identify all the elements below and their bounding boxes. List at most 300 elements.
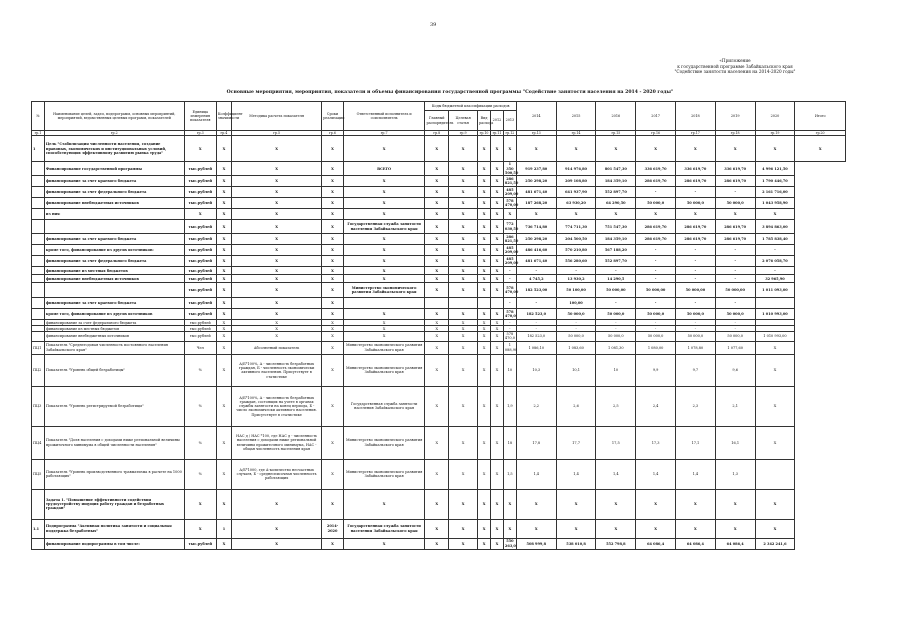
table-cell: X xyxy=(322,309,344,320)
table-cell: 1,4 xyxy=(516,459,556,489)
table-cell: X xyxy=(216,267,231,275)
table-cell: X xyxy=(425,187,449,198)
table-cell: - xyxy=(596,267,636,275)
table-cell: X xyxy=(231,298,321,309)
table-cell: X xyxy=(491,256,504,267)
header-kbk-sub: 2013 xyxy=(503,111,516,131)
table-cell: X xyxy=(449,426,478,459)
table-cell: 481 671,40 xyxy=(516,187,556,198)
table-cell: X xyxy=(478,386,491,426)
table-cell: X xyxy=(478,187,491,198)
table-cell: - xyxy=(715,245,755,256)
table-cell: Государственная служба занятости населения Забайкальского края xyxy=(343,386,425,426)
table-cell: X xyxy=(322,426,344,459)
table-cell: X xyxy=(343,187,425,198)
table-cell: X xyxy=(491,341,504,354)
table-row xyxy=(32,187,846,198)
table-cell: 1 350 500,50 xyxy=(504,162,519,175)
table-cell: X xyxy=(449,136,478,162)
table-cell: % xyxy=(184,386,216,426)
table-cell xyxy=(425,298,449,309)
table-cell: 486 416,60 xyxy=(516,245,556,256)
table-cell: - xyxy=(516,320,556,326)
table-row xyxy=(32,198,846,209)
table-cell: X xyxy=(556,519,596,538)
table-cell: X xyxy=(596,136,636,162)
table-cell: X xyxy=(478,332,491,342)
table-cell: тыс.рублей xyxy=(184,256,216,267)
table-cell: 2,5 xyxy=(596,386,636,426)
table-cell: X xyxy=(491,267,504,275)
table-cell: - xyxy=(503,320,516,326)
table-cell: Абсолютный показатель xyxy=(231,341,321,354)
table-cell: 3 894 863,00 xyxy=(755,220,795,234)
table-cell: X xyxy=(322,326,344,332)
table-cell: X xyxy=(715,136,755,162)
table-cell: X xyxy=(755,136,795,162)
table-cell: X xyxy=(322,332,344,342)
header-kbk: Коды бюджетной классификации расходов xyxy=(425,102,516,111)
row-label: из них: xyxy=(44,209,184,220)
table-cell: тыс.рублей xyxy=(184,187,216,198)
table-cell: X xyxy=(322,256,344,267)
table-cell: 556 280,60 xyxy=(556,256,596,267)
header-num: № xyxy=(32,102,45,131)
table-cell: X xyxy=(425,538,449,549)
table-cell: X xyxy=(231,220,321,234)
table-cell: X xyxy=(425,341,449,354)
row-label: Финансирование государственной программы xyxy=(44,162,184,176)
table-cell: - xyxy=(636,187,676,198)
table-cell: X xyxy=(216,162,231,176)
table-cell: X xyxy=(596,519,636,538)
column-number: гр.9 xyxy=(449,131,478,136)
table-cell: 1 078,80 xyxy=(676,341,716,354)
table-cell: X xyxy=(322,136,344,162)
table-cell: X xyxy=(449,354,478,386)
table-cell: - xyxy=(636,320,676,326)
table-cell: X xyxy=(516,136,556,162)
table-cell xyxy=(32,187,45,198)
table-cell: X xyxy=(231,198,321,209)
table-row xyxy=(32,176,846,187)
table-row xyxy=(32,354,846,386)
table-cell: тыс.рублей xyxy=(184,320,216,326)
table-row xyxy=(32,298,846,309)
table-cell: 550 263,0 xyxy=(504,539,516,548)
table-cell: - xyxy=(596,326,636,332)
table-cell: 17,7 xyxy=(556,426,596,459)
table-row xyxy=(32,234,846,245)
table-cell: 4 996 121,50 xyxy=(755,162,795,176)
row-label: финансирование из местных бюджетов xyxy=(44,326,184,332)
table-cell: X xyxy=(449,459,478,489)
table-cell xyxy=(32,234,45,245)
table-cell: X xyxy=(478,209,491,220)
table-cell: X xyxy=(231,209,321,220)
table-cell xyxy=(32,176,45,187)
table-cell: 50 000,0 xyxy=(715,309,755,320)
table-cell: X xyxy=(231,234,321,245)
table-cell: X xyxy=(231,489,321,519)
table-cell: 100,00 xyxy=(556,298,596,309)
table-cell: 9,6 xyxy=(715,354,755,386)
table-cell: тыс.рублей xyxy=(184,267,216,275)
table-cell: 50 000,00 xyxy=(596,283,636,298)
table-cell: 204 500,50 xyxy=(556,234,596,245)
table-cell: 1 010 993,00 xyxy=(755,332,795,342)
header-kbk-sub: Целевая статья xyxy=(449,111,478,131)
table-cell: X xyxy=(231,320,321,326)
table-cell: % xyxy=(184,459,216,489)
table-cell: 10 xyxy=(596,354,636,386)
table-cell: X xyxy=(343,136,425,162)
column-number: гр.5 xyxy=(231,131,321,136)
table-cell: - xyxy=(596,320,636,326)
table-cell: X xyxy=(449,309,478,320)
table-cell: X xyxy=(216,209,231,220)
table-cell: - xyxy=(715,320,755,326)
table-cell: 64 290,50 xyxy=(596,198,636,209)
table-cell: - xyxy=(676,256,716,267)
table-row xyxy=(32,538,846,549)
table-cell: - xyxy=(556,267,596,275)
table-cell xyxy=(32,162,45,176)
table-cell: X xyxy=(676,489,716,519)
table-cell: % xyxy=(184,426,216,459)
table-cell xyxy=(32,538,45,549)
table-cell: X xyxy=(343,275,425,283)
table-cell: 2,3 xyxy=(676,386,716,426)
table-cell: 286 619,70 xyxy=(636,176,676,187)
table-cell: 50 000,0 xyxy=(596,309,636,320)
row-label: финансирование подпрограммы в том числе: xyxy=(44,538,184,549)
table-cell: X xyxy=(231,267,321,275)
table-cell: X xyxy=(795,136,846,162)
column-number: гр.2 xyxy=(44,131,184,136)
table-cell: 50 000,0 xyxy=(715,332,755,342)
row-label: финансирование за счет федерального бюджета xyxy=(44,256,184,267)
table-cell: X xyxy=(556,209,596,220)
table-cell: X xyxy=(425,220,449,234)
table-cell: 2,6 xyxy=(556,386,596,426)
table-cell: X xyxy=(556,136,596,162)
table-cell: ПЦ3 xyxy=(32,386,45,426)
table-cell: X xyxy=(491,220,504,234)
row-label: Показатель "Уровень регистрируемой безработицы" xyxy=(44,386,184,426)
column-number: гр.4 xyxy=(216,131,231,136)
table-cell: X xyxy=(231,332,321,342)
header-method: Методика расчета показателя xyxy=(231,102,321,131)
table-body xyxy=(32,136,846,549)
table-cell: X xyxy=(491,283,504,298)
header-coef: Коэффициент значимости xyxy=(216,102,231,131)
header-year: 2015 xyxy=(556,102,596,131)
table-cell: тыс.рублей xyxy=(184,234,216,245)
table-cell: 250 298,20 xyxy=(516,234,556,245)
table-cell: 552 897,70 xyxy=(596,187,636,198)
table-cell: 1 081,30 xyxy=(596,341,636,354)
document-title: Основные мероприятия, мероприятия, показатели и объемы финансирования государственной программы "Содействие занятости населения на 2014 - 2020 годы" xyxy=(226,90,674,95)
table-cell: X xyxy=(478,275,491,283)
table-cell: 182 523,00 xyxy=(516,283,556,298)
table-cell: X xyxy=(449,267,478,275)
table-cell: - xyxy=(676,320,716,326)
table-cell: 250 298,20 xyxy=(516,176,556,187)
table-cell: 10,3 xyxy=(516,354,556,386)
table-cell: НАС д / НАС *100, где НАС д - численность населения с доходами ниже региональной величины прожиточного минимума, НАС - общая численность населения края xyxy=(231,426,321,459)
table-cell: - xyxy=(556,320,596,326)
column-number: гр.6 xyxy=(322,131,344,136)
table-cell: X xyxy=(322,283,344,298)
table-cell: X xyxy=(449,489,478,519)
table-row xyxy=(32,136,846,162)
table-cell: X xyxy=(425,198,449,209)
table-cell: X xyxy=(478,459,491,489)
table-cell: X xyxy=(425,283,449,298)
appendix-line: «Приложение xyxy=(719,58,751,63)
table-cell: X xyxy=(676,209,716,220)
table-cell: X xyxy=(478,136,491,162)
table-cell: X xyxy=(491,275,504,283)
table-cell: X xyxy=(478,309,491,320)
table-cell: 17,5 xyxy=(596,426,636,459)
table-cell: X xyxy=(478,354,491,386)
table-cell: 64 086,4 xyxy=(676,538,716,549)
table-cell: X xyxy=(636,136,676,162)
table-cell: X xyxy=(343,198,425,209)
table-cell: X xyxy=(596,489,636,519)
table-cell: X xyxy=(425,489,449,519)
table-cell: X xyxy=(478,256,491,267)
table-cell: X xyxy=(322,489,344,519)
table-cell: X xyxy=(491,320,504,326)
table-cell: тыс.рублей xyxy=(184,275,216,283)
table-cell: X xyxy=(216,426,231,459)
table-row xyxy=(32,275,846,283)
table-cell: X xyxy=(216,298,231,309)
table-cell: 286 619,70 xyxy=(715,176,755,187)
table-cell: X xyxy=(491,198,504,209)
table-cell: X xyxy=(343,267,425,275)
table-cell: Чел xyxy=(184,341,216,354)
table-cell: X xyxy=(216,256,231,267)
table-cell: X xyxy=(425,309,449,320)
table-cell: X xyxy=(425,234,449,245)
table-cell: 1 xyxy=(216,519,231,538)
table-cell: 2014-2020 xyxy=(322,519,344,538)
page-number: 39 xyxy=(430,22,437,28)
table-cell: X xyxy=(449,283,478,298)
table-cell: 1 080,00 xyxy=(636,341,676,354)
table-row xyxy=(32,519,846,538)
table-cell: X xyxy=(449,209,478,220)
column-number: гр.18 xyxy=(715,131,755,136)
table-cell: X xyxy=(715,209,755,220)
table-cell: 4 745,2 xyxy=(516,275,556,283)
table-cell: тыс.рублей xyxy=(184,198,216,209)
table-cell: X xyxy=(231,538,321,549)
table-cell: X xyxy=(343,538,425,549)
table-cell: - xyxy=(715,326,755,332)
table-cell: - xyxy=(503,326,516,332)
table-cell: 641 937,90 xyxy=(556,187,596,198)
table-cell: X xyxy=(755,209,795,220)
table-cell: 286 619,70 xyxy=(676,176,716,187)
table-cell: 13 930,2 xyxy=(556,275,596,283)
table-cell: Государственная служба занятости населения Забайкальского края xyxy=(343,220,425,234)
table-cell: 578 470,00 xyxy=(503,283,516,298)
row-label: Показатель "Уровень общей безработицы" xyxy=(44,354,184,386)
table-cell: 1 785 838,40 xyxy=(755,234,795,245)
table-cell: X xyxy=(425,386,449,426)
table-cell xyxy=(343,298,425,309)
table-cell: X xyxy=(322,209,344,220)
table-cell: 485 209,00 xyxy=(504,187,519,197)
table-cell: ВСЕГО xyxy=(343,162,425,176)
table-cell: тыс.рублей xyxy=(184,245,216,256)
table-cell: X xyxy=(503,209,516,220)
table-cell: X xyxy=(184,136,216,162)
table-cell: - xyxy=(636,326,676,332)
table-cell xyxy=(755,298,795,309)
table-cell: X xyxy=(636,519,676,538)
table-cell: 1,3 xyxy=(715,459,755,489)
table-cell: тыс.рублей xyxy=(184,538,216,549)
table-cell: X xyxy=(449,341,478,354)
table-cell: - xyxy=(676,267,716,275)
table-cell: X xyxy=(715,519,755,538)
table-cell: X xyxy=(491,386,504,426)
table-cell: 50 000,0 xyxy=(636,309,676,320)
table-cell xyxy=(32,256,45,267)
table-cell: 63 930,20 xyxy=(556,198,596,209)
table-header xyxy=(32,102,846,136)
table-cell: X xyxy=(755,341,795,354)
table-cell: ПЦ5 xyxy=(32,459,45,489)
table-cell: 286 619,70 xyxy=(715,234,755,245)
table-cell: 1.1 xyxy=(32,519,45,538)
table-cell: - xyxy=(676,298,716,309)
table-cell: ПЦ2 xyxy=(32,354,45,386)
table-cell: X xyxy=(478,426,491,459)
table-cell: X xyxy=(449,326,478,332)
row-label: финансирование за счет краевого бюджета xyxy=(44,298,184,309)
table-cell: 578 470,0 xyxy=(504,332,515,341)
table-cell: X xyxy=(231,176,321,187)
table-cell: X xyxy=(491,426,504,459)
table-cell: 485 209,00 xyxy=(504,245,519,255)
table-cell: 286 619,70 xyxy=(676,234,716,245)
table-cell: X xyxy=(322,267,344,275)
table-cell: X xyxy=(491,187,504,198)
table-cell: - xyxy=(516,326,556,332)
table-cell: X xyxy=(491,332,504,342)
table-cell: X xyxy=(503,489,516,519)
row-label: финансирование за счет федерального бюджета xyxy=(44,320,184,326)
table-cell: X xyxy=(184,209,216,220)
table-cell: X xyxy=(216,354,231,386)
table-cell: 9,9 xyxy=(636,354,676,386)
row-label: финансирование внебюджетных источников xyxy=(44,198,184,209)
table-cell: 10 xyxy=(503,354,516,386)
table-cell: X xyxy=(231,326,321,332)
table-cell: X xyxy=(216,386,231,426)
table-cell: X xyxy=(425,176,449,187)
column-number: гр.14 xyxy=(556,131,596,136)
table-cell: - xyxy=(636,256,676,267)
table-cell: X xyxy=(425,245,449,256)
table-cell: X xyxy=(478,176,491,187)
table-cell: X xyxy=(503,519,516,538)
header-kbk-sub: Главный распорядитель xyxy=(425,111,449,131)
table-cell: 2,2 xyxy=(516,386,556,426)
table-cell: X xyxy=(491,162,504,176)
column-number: гр.11 xyxy=(491,131,504,136)
table-cell: - xyxy=(715,298,755,309)
table-cell: X xyxy=(516,519,556,538)
table-cell: X xyxy=(231,136,321,162)
table-cell: X xyxy=(343,234,425,245)
row-label: Подпрограмма "Активная политика занятости и социальная поддержка безработных" xyxy=(44,519,184,538)
table-cell: 16,1 xyxy=(715,426,755,459)
table-cell: X xyxy=(755,354,795,386)
table-cell: А/Б*100%, А - численность безработных граждан, состоящих на учете в органах службы занятости на конец периода, Б - число экономически активного населения. Присутствует в статистике xyxy=(231,386,321,426)
table-cell: X xyxy=(636,489,676,519)
table-cell: 2,4 xyxy=(636,386,676,426)
table-cell: 1,4 xyxy=(556,459,596,489)
table-row xyxy=(32,162,846,176)
table-cell: X xyxy=(478,326,491,332)
table-row xyxy=(32,283,846,298)
table-cell: тыс.рублей xyxy=(184,326,216,332)
table-cell: X xyxy=(425,275,449,283)
table-cell: X xyxy=(755,386,795,426)
table-cell: X xyxy=(322,176,344,187)
row-label: финансирование за счет краевого бюджета xyxy=(44,176,184,187)
table-cell: X xyxy=(425,326,449,332)
table-cell: - xyxy=(676,245,716,256)
financing-table xyxy=(31,101,846,550)
table-row xyxy=(32,426,846,459)
table-cell: А/Б*100%, А - численность безработных граждан, Б - численность экономически активного населения. Присутствует в статистике xyxy=(231,354,321,386)
table-cell: X xyxy=(449,320,478,326)
table-cell: X xyxy=(216,489,231,519)
table-cell: тыс.рублей xyxy=(184,220,216,234)
table-cell: X xyxy=(478,283,491,298)
table-cell: X xyxy=(216,220,231,234)
column-number: гр.7 xyxy=(343,131,425,136)
table-cell: X xyxy=(636,209,676,220)
table-cell: X xyxy=(425,256,449,267)
table-cell: X xyxy=(231,309,321,320)
table-cell: тыс.рублей xyxy=(184,162,216,176)
table-cell: X xyxy=(425,136,449,162)
table-cell: 2 076 058,70 xyxy=(755,256,795,267)
row-label: финансирование внебюджетных источников xyxy=(44,332,184,342)
table-cell: 1 077,60 xyxy=(715,341,755,354)
table-cell: X xyxy=(231,275,321,283)
table-cell: 914 976,80 xyxy=(556,162,596,176)
table-cell: X xyxy=(449,220,478,234)
table-cell: X xyxy=(184,519,216,538)
row-label: финансирование за счет краевого бюджета xyxy=(44,234,184,245)
table-cell: 508 999,8 xyxy=(516,538,556,549)
table-cell: 1 043 958,90 xyxy=(755,198,795,209)
table-cell: Государственная служба занятости населения Забайкальского края xyxy=(343,519,425,538)
table-cell: X xyxy=(478,234,491,245)
table-cell: 1,4 xyxy=(596,459,636,489)
